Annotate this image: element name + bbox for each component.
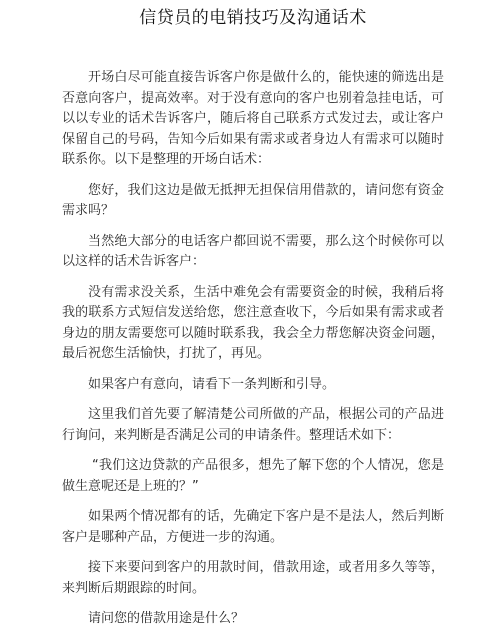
paragraph-usage-timing: 接下来要问到客户的用款时间，借款用途，或者用多久等等，来判断后期跟踪的时间。 <box>62 560 444 596</box>
paragraph-usage-question: 请问您的借款用途是什么？ <box>88 611 245 626</box>
paragraph-legal-person-check: 如果两个情况都有的话，先确定下客户是不是法人，然后判断客户是哪种产品，方便进一步的沟通。 <box>62 509 444 545</box>
paragraph-opening-advice: 开场白尽可能直接告诉客户你是做什么的，能快速的筛选出是否意向客户，提高效率。对于没有意向的客户也别着急挂电话，可以以专业的话术告诉客户，随后将自己联系方式发过去，或让客户保留自己的号码，告知今后如果有需求或者身边人有需求可以随时联系你。以下是整理的开场白话术： <box>62 70 444 167</box>
paragraph-product-check: 这里我们首先要了解清楚公司所做的产品，根据公司的产品进行询问，来判断是否满足公司的申请条件。整理话术如下： <box>62 407 444 443</box>
paragraph-rejection-intro: 当然绝大部分的电话客户都回说不需要，那么这个时候你可以以这样的话术告诉客户： <box>62 233 444 269</box>
paragraph-intent-note: 如果客户有意向，请看下一条判断和引导。 <box>88 376 336 392</box>
document-title: 信贷员的电销技巧及沟通话术 <box>139 8 367 28</box>
paragraph-rejection-script: 没有需求没关系，生活中难免会有需要资金的时候，我稍后将我的联系方式短信发送给您，您注意查收下，今后如果有需求或者身边的朋友需要您可以随时联系我，我会全力帮您解决资金问题，最后祝您生活愉快，打扰了，再见。 <box>62 284 444 361</box>
paragraph-opening-script: 您好，我们这边是做无抵押无担保信用借款的，请问您有资金需求吗？ <box>62 182 444 218</box>
paragraph-product-script: “我们这边贷款的产品很多，想先了解下您的个人情况，您是做生意呢还是上班的？” <box>62 458 444 494</box>
document-body <box>62 68 444 630</box>
